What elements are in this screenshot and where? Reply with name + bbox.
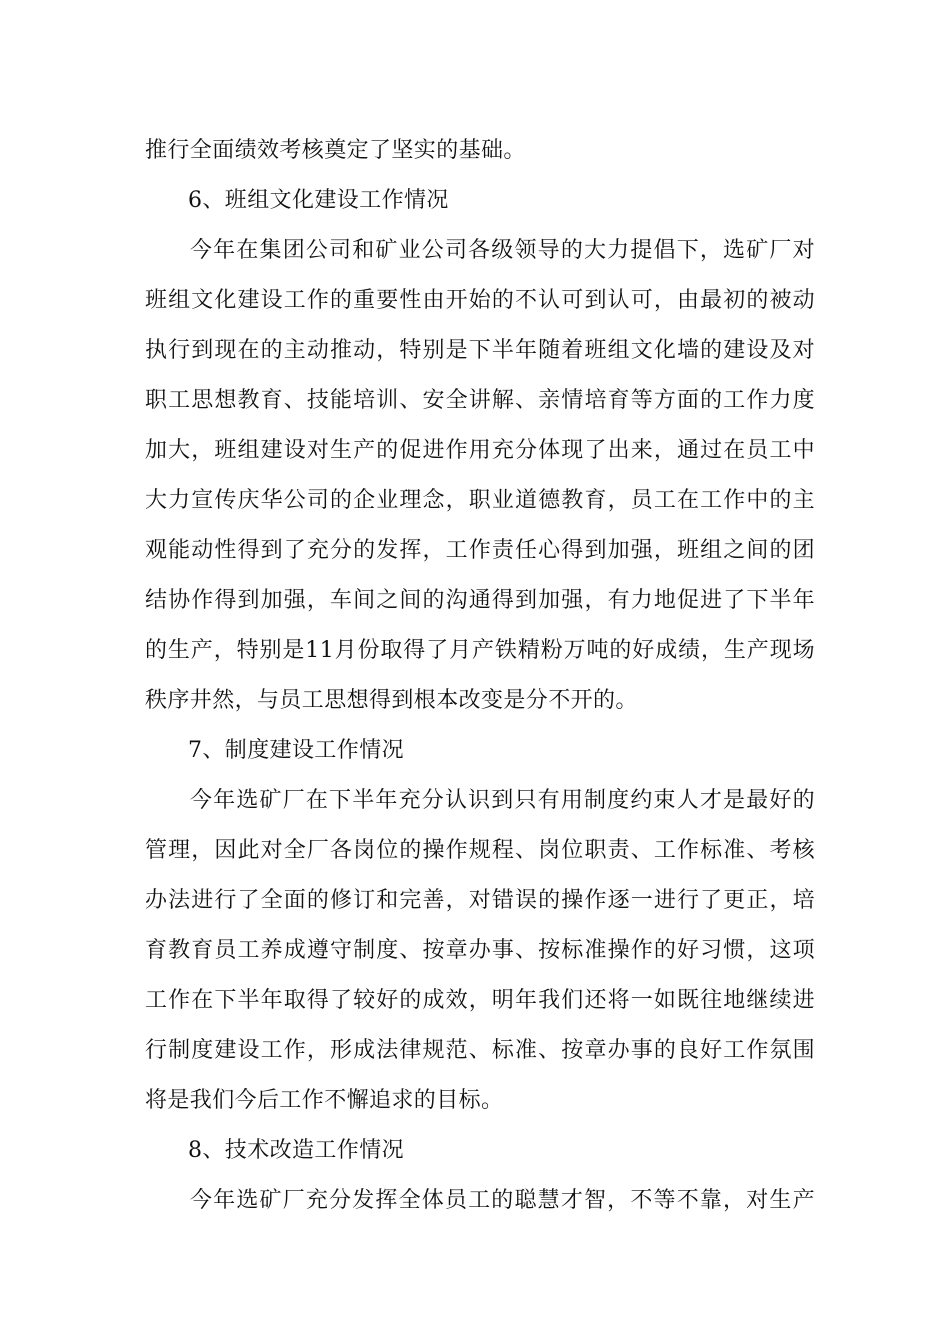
- paragraph-line: 观能动性得到了充分的发挥，工作责任心得到加强，班组之间的团: [145, 538, 815, 563]
- paragraph-line: 今年选矿厂充分发挥全体员工的聪慧才智，不等不靠，对生产: [190, 1188, 815, 1213]
- paragraph-line: 大力宣传庆华公司的企业理念，职业道德教育，员工在工作中的主: [145, 488, 815, 513]
- paragraph-line: 今年在集团公司和矿业公司各级领导的大力提倡下，选矿厂对: [190, 238, 815, 263]
- paragraph-line: 执行到现在的主动推动，特别是下半年随着班组文化墙的建设及对: [145, 338, 815, 363]
- paragraph-line: 加大，班组建设对生产的促进作用充分体现了出来，通过在员工中: [145, 438, 815, 463]
- paragraph-line: 将是我们今后工作不懈追求的目标。: [145, 1088, 504, 1113]
- section-heading: 6、班组文化建设工作情况: [188, 188, 449, 213]
- paragraph-line: 今年选矿厂在下半年充分认识到只有用制度约束人才是最好的: [190, 788, 815, 813]
- paragraph-line: 行制度建设工作，形成法律规范、标准、按章办事的良好工作氛围: [145, 1038, 815, 1063]
- paragraph-line: 办法进行了全面的修订和完善，对错误的操作逐一进行了更正，培: [145, 888, 815, 913]
- paragraph-line: 工作在下半年取得了较好的成效，明年我们还将一如既往地继续进: [145, 988, 815, 1013]
- paragraph-line: 结协作得到加强，车间之间的沟通得到加强，有力地促进了下半年: [145, 588, 815, 613]
- paragraph-line: 职工思想教育、技能培训、安全讲解、亲情培育等方面的工作力度: [145, 388, 815, 413]
- paragraph-line: 班组文化建设工作的重要性由开始的不认可到认可，由最初的被动: [145, 288, 815, 313]
- paragraph-line: 的生产，特别是11月份取得了月产铁精粉万吨的好成绩，生产现场: [145, 638, 815, 663]
- paragraph-line: 秩序井然，与员工思想得到根本改变是分不开的。: [145, 688, 638, 713]
- paragraph-line: 管理，因此对全厂各岗位的操作规程、岗位职责、工作标准、考核: [145, 838, 815, 863]
- section-heading: 7、制度建设工作情况: [188, 738, 404, 763]
- paragraph-line: 育教育员工养成遵守制度、按章办事、按标准操作的好习惯，这项: [145, 938, 815, 963]
- paragraph-line: 推行全面绩效考核奠定了坚实的基础。: [145, 138, 526, 163]
- section-heading: 8、技术改造工作情况: [188, 1138, 404, 1163]
